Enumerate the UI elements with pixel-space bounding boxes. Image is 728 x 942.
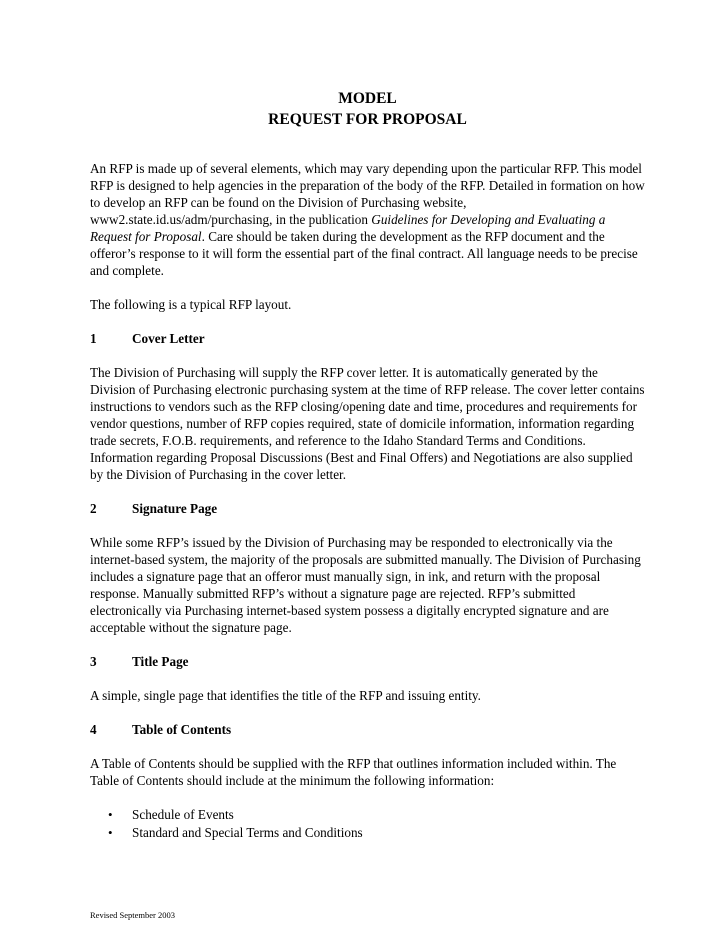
title-line-rfp: REQUEST FOR PROPOSAL bbox=[268, 111, 467, 128]
document-page bbox=[90, 88, 645, 842]
section-body-title-page: A simple, single page that identifies the title of the RFP and issuing entity. bbox=[90, 688, 481, 703]
section-number: 3 bbox=[90, 654, 97, 669]
document-title bbox=[90, 88, 645, 130]
section-number: 1 bbox=[90, 331, 97, 346]
list-item bbox=[108, 806, 645, 824]
section-number: 2 bbox=[90, 501, 97, 516]
bullet-icon: • bbox=[108, 825, 113, 840]
title-line-model: MODEL bbox=[338, 90, 397, 107]
section-title: Signature Page bbox=[132, 501, 218, 516]
revision-footer: Revised September 2003 bbox=[90, 910, 175, 920]
publication-title: Guidelines for Developing and Evaluating a Request for Proposal bbox=[90, 212, 606, 244]
section-body-cover-letter: The Division of Purchasing will supply the RFP cover letter. It is automatically generated by the Division of Purchasing electronic purchasing system at the time of RFP release. The cover letter contains instructions to vendors such as the RFP closing/opening date and time, procedures and requirements for vendor questions, number of RFP copies required, state of domicile information, information regarding trade secrets, F.O.B. requirements, and reference to the Idaho Standard Terms and Conditions. Information regarding Proposal Discussions (Best and Final Offers) and Negotiations are also supplied by the Division of Purchasing in the cover letter. bbox=[90, 365, 645, 482]
section-title: Title Page bbox=[132, 654, 189, 669]
list-item-text: Standard and Special Terms and Conditions bbox=[132, 825, 363, 840]
section-heading-title-page bbox=[90, 653, 645, 670]
section-heading-table-of-contents bbox=[90, 721, 645, 738]
section-title: Cover Letter bbox=[132, 331, 205, 346]
intro-paragraph: An RFP is made up of several elements, which may vary depending upon the particular RFP. This model RFP is designed to help agencies in the preparation of the body of the RFP. Detailed in formation on how to develop an RFP can be found on the Division of Purchasing website, www2.state.id.us/adm/purchasing, in the publication Guidelines for Developing and Evaluating a Request for Proposal. Care should be taken during the development as the RFP document and the offeror’s response to it will form the essential part of the final contract. All language needs to be precise and complete. bbox=[90, 161, 645, 278]
section-title: Table of Contents bbox=[132, 722, 232, 737]
section-body-table-of-contents: A Table of Contents should be supplied with the RFP that outlines information included within. The Table of Contents should include at the minimum the following information: bbox=[90, 756, 617, 788]
list-item bbox=[108, 824, 645, 842]
list-item-text: Schedule of Events bbox=[132, 807, 234, 822]
section-heading-cover-letter bbox=[90, 330, 645, 347]
section-heading-signature-page bbox=[90, 500, 645, 517]
section-body-signature-page: While some RFP’s issued by the Division of Purchasing may be responded to electronically via the internet-based system, the majority of the proposals are submitted manually. The Division of Purchasing includes a signature page that an offeror must manually sign, in ink, and return with the proposal response. Manually submitted RFP’s without a signature page are rejected. RFP’s submitted electronically via Purchasing internet-based system possess a digitally encrypted signature and are acceptable without the signature page. bbox=[90, 535, 641, 635]
bullet-icon: • bbox=[108, 807, 113, 822]
toc-bullet-list bbox=[90, 806, 645, 842]
layout-intro: The following is a typical RFP layout. bbox=[90, 297, 292, 312]
section-number: 4 bbox=[90, 722, 97, 737]
